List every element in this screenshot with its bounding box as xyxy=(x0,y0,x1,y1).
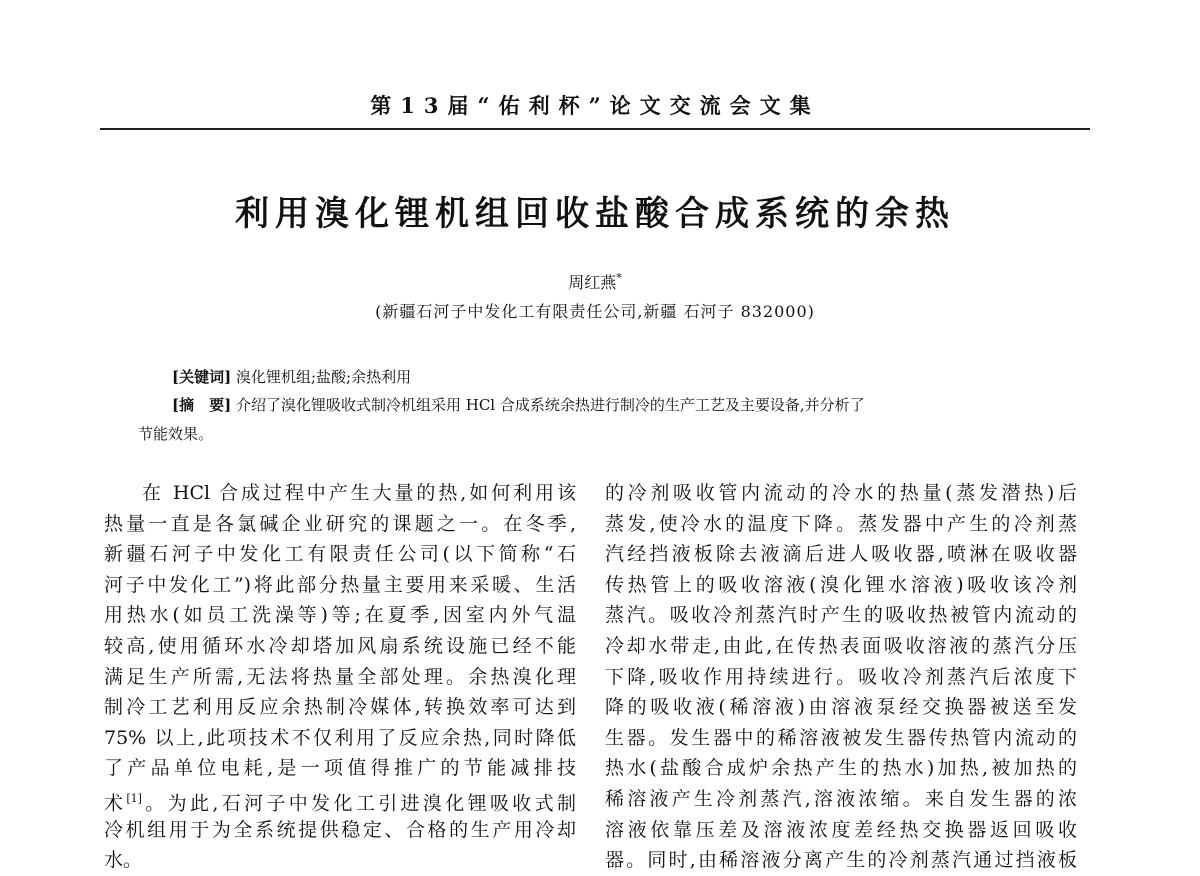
body-line: 蒸发,使冷水的温度下降。蒸发器中产生的冷剂蒸 xyxy=(605,512,1077,535)
author-name: 周红燕 xyxy=(568,273,617,292)
body-line: 在 HCl 合成过程中产生大量的热,如何利用该 xyxy=(142,482,576,504)
body-line: 传热管上的吸收溶液(溴化锂水溶液)吸收该冷剂 xyxy=(605,573,1077,596)
running-header: 第13届“佑利杯”论文交流会文集 xyxy=(370,93,820,118)
affiliation: (新疆石河子中发化工有限责任公司,新疆 石河子 832000) xyxy=(375,302,815,321)
body-line: 制冷工艺利用反应余热制冷媒体,转换效率可达到 xyxy=(104,696,576,719)
body-line: 较高,使用循环水冷却塔加风扇系统设施已经不能 xyxy=(104,634,576,657)
body-line: 蒸汽。吸收冷剂蒸汽时产生的吸收热被管内流动的 xyxy=(605,604,1077,627)
body-line: 了产品单位电耗,是一项值得推广的节能减排技 xyxy=(104,757,576,780)
body-column-right xyxy=(605,478,1077,876)
body-line: 热水(盐酸合成炉余热产生的热水)加热,被加热的 xyxy=(605,757,1077,780)
body-line: 降的吸收液(稀溶液)由溶液泵经交换器被送至发 xyxy=(605,696,1077,719)
body-line: 用热水(如员工洗澡等)等;在夏季,因室内外气温 xyxy=(104,604,576,627)
author-mark: * xyxy=(616,271,622,285)
keywords-label: [关键词] xyxy=(172,368,232,386)
keywords-text: 溴化锂机组;盐酸;余热利用 xyxy=(235,368,412,386)
body-line: 冷却水带走,由此,在传热表面吸收溶液的蒸汽分压 xyxy=(605,634,1077,657)
abstract-label: [摘 要] xyxy=(172,396,232,414)
body-line: 热量一直是各氯碱企业研究的课题之一。在冬季, xyxy=(104,512,576,535)
header-rule xyxy=(100,128,1090,130)
body-line: 稀溶液产生冷剂蒸汽,溶液浓缩。来自发生器的浓 xyxy=(605,787,1077,810)
abstract-text: 介绍了溴化锂吸收式制冷机组采用 HCl 合成系统余热进行制冷的生产工艺及主要设备,并分析了 xyxy=(235,396,865,414)
body-line: 的冷剂吸收管内流动的冷水的热量(蒸发潜热)后 xyxy=(605,482,1077,504)
body-line: 水。 xyxy=(104,849,143,872)
body-column-left xyxy=(104,478,576,876)
body-line: 75% 以上,此项技术不仅利用了反应余热,同时降低 xyxy=(104,726,576,749)
body-line: 溶液依靠压差及溶液浓度差经热交换器返回吸收 xyxy=(605,818,1077,841)
body-text: 术 xyxy=(104,792,127,815)
body-line: 汽经挡液板除去液滴后进人吸收器,喷淋在吸收器 xyxy=(605,543,1077,566)
body-line: 下降,吸收作用持续进行。吸收冷剂蒸汽后浓度下 xyxy=(605,665,1077,688)
citation-ref[interactable]: [1] xyxy=(126,791,142,805)
author xyxy=(100,270,1090,293)
body-line: 器。同时,由稀溶液分离产生的冷剂蒸汽通过挡液板 xyxy=(605,849,1077,872)
keywords xyxy=(172,366,411,387)
paper-title: 利用溴化锂机组回收盐酸合成系统的余热 xyxy=(235,194,955,234)
body-text: 。为此,石河子中发化工引进溴化锂吸收式制 xyxy=(141,792,576,815)
body-line: 冷机组用于为全系统提供稳定、合格的生产用冷却 xyxy=(104,818,576,841)
body-line: 生器。发生器中的稀溶液被发生器传热管内流动的 xyxy=(605,726,1077,749)
body-line: 河子中发化工”)将此部分热量主要用来采暖、生活 xyxy=(104,573,576,596)
abstract xyxy=(172,394,1032,415)
abstract-continued: 节能效果。 xyxy=(138,425,214,443)
body-line: 满足生产所需,无法将热量全部处理。余热溴化理 xyxy=(104,665,576,688)
body-line xyxy=(104,784,576,815)
body-line: 新疆石河子中发化工有限责任公司(以下简称“石 xyxy=(104,543,576,566)
